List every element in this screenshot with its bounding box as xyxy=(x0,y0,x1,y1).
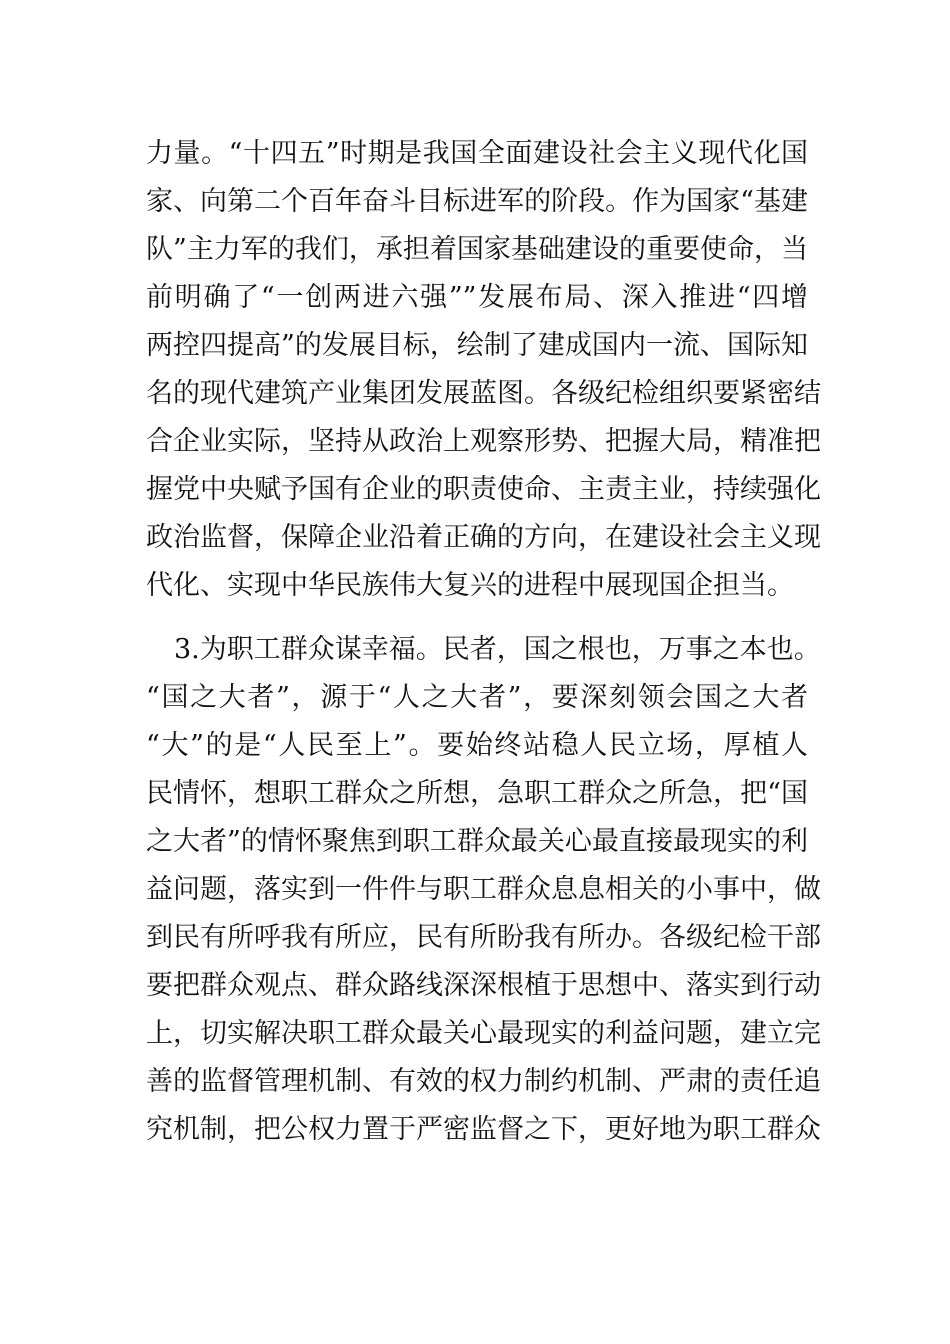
text-line: “大”的是“人民至上”。要始终站稳人民立场，厚植人 xyxy=(146,730,808,761)
paragraph-2 xyxy=(146,626,821,1154)
text-line: 要把群众观点、群众路线深深根植于思想中、落实到行动 xyxy=(146,970,821,1001)
text-line: 代化、实现中华民族伟大复兴的进程中展现国企担当。 xyxy=(146,570,794,601)
text-line: 究机制，把公权力置于严密监督之下，更好地为职工群众 xyxy=(146,1114,821,1145)
section-heading-line: 3.为职工群众谋幸福。民者，国之根也，万事之本也。 xyxy=(174,634,821,665)
text-line: 队”主力军的我们，承担着国家基础建设的重要使命，当 xyxy=(146,234,808,265)
text-line: 善的监督管理机制、有效的权力制约机制、严肃的责任追 xyxy=(146,1066,821,1097)
text-line: 益问题，落实到一件件与职工群众息息相关的小事中，做 xyxy=(146,874,821,905)
text-line: 握党中央赋予国有企业的职责使命、主责主业，持续强化 xyxy=(146,474,821,505)
text-line: 名的现代建筑产业集团发展蓝图。各级纪检组织要紧密结 xyxy=(146,378,821,409)
text-line: 之大者”的情怀聚焦到职工群众最关心最直接最现实的利 xyxy=(146,826,808,857)
paragraph-1 xyxy=(146,130,821,610)
text-line: 力量。“十四五”时期是我国全面建设社会主义现代化国 xyxy=(146,138,808,169)
text-line: 家、向第二个百年奋斗目标进军的阶段。作为国家“基建 xyxy=(146,186,808,217)
text-line: 民情怀，想职工群众之所想，急职工群众之所急，把“国 xyxy=(146,778,808,809)
text-line: “国之大者”，源于“人之大者”，要深刻领会国之大者 xyxy=(146,682,808,713)
text-line: 到民有所呼我有所应，民有所盼我有所办。各级纪检干部 xyxy=(146,922,821,953)
text-line: 上，切实解决职工群众最关心最现实的利益问题，建立完 xyxy=(146,1018,821,1049)
text-line: 前明确了“一创两进六强””发展布局、深入推进“四增 xyxy=(146,282,808,313)
text-line: 政治监督，保障企业沿着正确的方向，在建设社会主义现 xyxy=(146,522,821,553)
text-line: 合企业实际，坚持从政治上观察形势、把握大局，精准把 xyxy=(146,426,821,457)
text-line: 两控四提高”的发展目标，绘制了建成国内一流、国际知 xyxy=(146,330,808,361)
